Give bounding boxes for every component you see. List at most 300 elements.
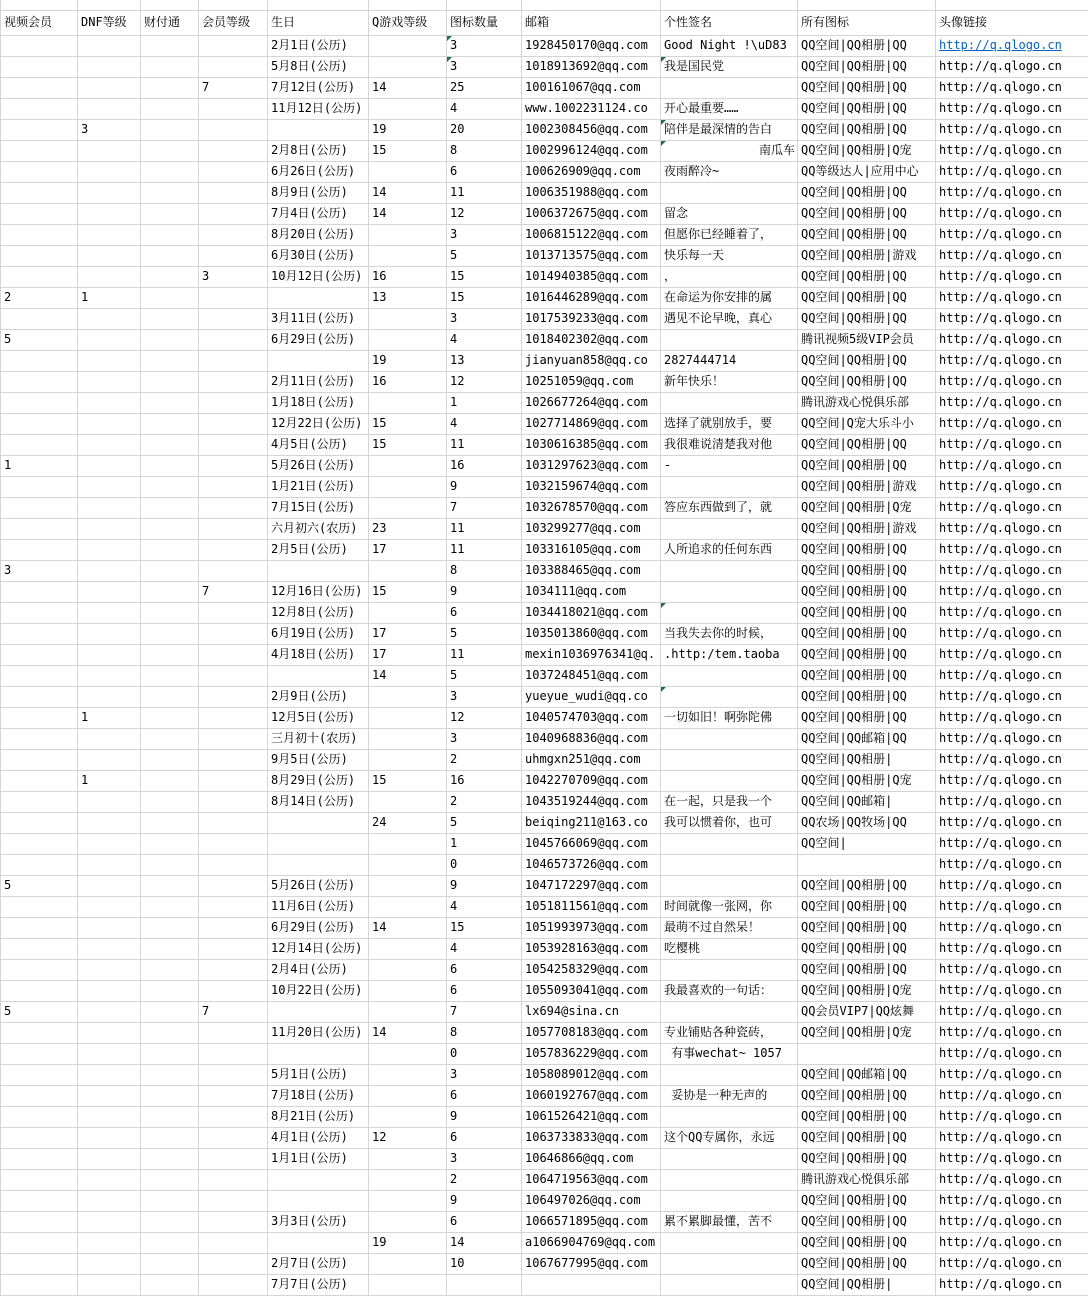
cell-qgame-level[interactable]	[369, 939, 447, 959]
cell-icons[interactable]	[798, 183, 936, 203]
cell-birthday[interactable]	[268, 330, 369, 350]
cell-signature[interactable]	[661, 120, 798, 140]
cell-email[interactable]	[522, 309, 661, 329]
cell-tenpay[interactable]	[141, 78, 199, 98]
cell-signature[interactable]	[661, 1149, 798, 1169]
cell-icon-count[interactable]	[447, 435, 522, 455]
cell-avatar-link[interactable]	[936, 582, 1088, 602]
cell-avatar-link[interactable]	[936, 750, 1088, 770]
cell-birthday[interactable]	[268, 456, 369, 476]
cell-birthday[interactable]	[268, 57, 369, 77]
cell-dnf-level[interactable]	[78, 792, 141, 812]
cell-icon-count[interactable]	[447, 1044, 522, 1064]
cell-signature[interactable]	[661, 351, 798, 371]
cell-birthday[interactable]	[268, 1191, 369, 1211]
cell-icons[interactable]	[798, 78, 936, 98]
cell-tenpay[interactable]	[141, 561, 199, 581]
cell-icon-count[interactable]	[447, 36, 522, 56]
cell-icons[interactable]	[798, 225, 936, 245]
cell-qgame-level[interactable]	[369, 729, 447, 749]
cell-email[interactable]	[522, 498, 661, 518]
cell-dnf-level[interactable]	[78, 876, 141, 896]
cell-tenpay[interactable]	[141, 603, 199, 623]
cell-signature[interactable]	[661, 1233, 798, 1253]
cell-video-vip[interactable]	[1, 918, 78, 938]
col-header-icon-count[interactable]: 图标数量	[447, 11, 522, 35]
cell-avatar-link[interactable]	[936, 162, 1088, 182]
cell-icons[interactable]	[798, 624, 936, 644]
cell-email[interactable]	[522, 204, 661, 224]
cell-email[interactable]	[522, 792, 661, 812]
cell-qgame-level[interactable]	[369, 1149, 447, 1169]
cell-icons[interactable]	[798, 540, 936, 560]
cell-vip-level[interactable]	[199, 414, 268, 434]
cell-icons[interactable]	[798, 351, 936, 371]
cell-vip-level[interactable]	[199, 477, 268, 497]
cell-qgame-level[interactable]	[369, 792, 447, 812]
cell-icon-count[interactable]	[447, 603, 522, 623]
cell-vip-level[interactable]	[199, 1233, 268, 1253]
cell-email[interactable]	[522, 771, 661, 791]
cell-birthday[interactable]	[268, 204, 369, 224]
cell-empty[interactable]	[268, 0, 369, 10]
cell-qgame-level[interactable]	[369, 855, 447, 875]
cell-video-vip[interactable]	[1, 666, 78, 686]
cell-dnf-level[interactable]	[78, 99, 141, 119]
cell-vip-level[interactable]	[199, 1023, 268, 1043]
col-header-birthday[interactable]: 生日	[268, 11, 369, 35]
cell-signature[interactable]	[661, 960, 798, 980]
cell-icons[interactable]	[798, 309, 936, 329]
cell-signature[interactable]	[661, 267, 798, 287]
cell-empty[interactable]	[141, 0, 199, 10]
cell-video-vip[interactable]	[1, 57, 78, 77]
cell-tenpay[interactable]	[141, 1044, 199, 1064]
cell-empty[interactable]	[199, 0, 268, 10]
cell-signature[interactable]	[661, 141, 798, 161]
cell-signature[interactable]	[661, 855, 798, 875]
cell-signature[interactable]	[661, 813, 798, 833]
cell-vip-level[interactable]	[199, 1044, 268, 1064]
cell-signature[interactable]	[661, 1086, 798, 1106]
cell-icon-count[interactable]	[447, 750, 522, 770]
cell-email[interactable]	[522, 1065, 661, 1085]
cell-icons[interactable]	[798, 120, 936, 140]
cell-dnf-level[interactable]	[78, 1191, 141, 1211]
cell-birthday[interactable]	[268, 1044, 369, 1064]
cell-vip-level[interactable]	[199, 855, 268, 875]
cell-video-vip[interactable]	[1, 435, 78, 455]
cell-vip-level[interactable]	[199, 267, 268, 287]
cell-video-vip[interactable]	[1, 729, 78, 749]
cell-email[interactable]	[522, 1212, 661, 1232]
cell-video-vip[interactable]	[1, 225, 78, 245]
cell-dnf-level[interactable]	[78, 498, 141, 518]
cell-avatar-link[interactable]	[936, 309, 1088, 329]
cell-video-vip[interactable]	[1, 36, 78, 56]
cell-qgame-level[interactable]	[369, 813, 447, 833]
cell-dnf-level[interactable]	[78, 750, 141, 770]
cell-icons[interactable]	[798, 36, 936, 56]
cell-dnf-level[interactable]	[78, 1254, 141, 1274]
cell-tenpay[interactable]	[141, 36, 199, 56]
cell-icons[interactable]	[798, 498, 936, 518]
cell-vip-level[interactable]	[199, 1170, 268, 1190]
cell-tenpay[interactable]	[141, 120, 199, 140]
cell-tenpay[interactable]	[141, 225, 199, 245]
cell-video-vip[interactable]	[1, 834, 78, 854]
cell-vip-level[interactable]	[199, 120, 268, 140]
cell-birthday[interactable]	[268, 813, 369, 833]
cell-icons[interactable]	[798, 729, 936, 749]
cell-icon-count[interactable]	[447, 834, 522, 854]
cell-video-vip[interactable]	[1, 645, 78, 665]
cell-birthday[interactable]	[268, 1086, 369, 1106]
cell-icons[interactable]	[798, 1191, 936, 1211]
cell-email[interactable]	[522, 1128, 661, 1148]
cell-dnf-level[interactable]	[78, 708, 141, 728]
cell-vip-level[interactable]	[199, 750, 268, 770]
cell-vip-level[interactable]	[199, 1086, 268, 1106]
cell-video-vip[interactable]	[1, 267, 78, 287]
cell-email[interactable]	[522, 351, 661, 371]
cell-video-vip[interactable]	[1, 708, 78, 728]
cell-email[interactable]	[522, 855, 661, 875]
cell-icons[interactable]	[798, 771, 936, 791]
cell-email[interactable]	[522, 120, 661, 140]
cell-birthday[interactable]	[268, 1149, 369, 1169]
cell-avatar-link[interactable]	[936, 876, 1088, 896]
cell-qgame-level[interactable]	[369, 1107, 447, 1127]
cell-signature[interactable]	[661, 414, 798, 434]
cell-vip-level[interactable]	[199, 645, 268, 665]
cell-vip-level[interactable]	[199, 99, 268, 119]
cell-qgame-level[interactable]	[369, 771, 447, 791]
cell-signature[interactable]	[661, 1065, 798, 1085]
cell-birthday[interactable]	[268, 393, 369, 413]
cell-dnf-level[interactable]	[78, 1065, 141, 1085]
cell-qgame-level[interactable]	[369, 225, 447, 245]
cell-qgame-level[interactable]	[369, 1275, 447, 1295]
cell-email[interactable]	[522, 78, 661, 98]
cell-dnf-level[interactable]	[78, 603, 141, 623]
cell-tenpay[interactable]	[141, 981, 199, 1001]
col-header-video-vip[interactable]: 视频会员	[1, 11, 78, 35]
cell-email[interactable]	[522, 414, 661, 434]
cell-birthday[interactable]	[268, 855, 369, 875]
cell-tenpay[interactable]	[141, 582, 199, 602]
cell-email[interactable]	[522, 36, 661, 56]
cell-email[interactable]	[522, 750, 661, 770]
cell-avatar-link[interactable]	[936, 1128, 1088, 1148]
cell-tenpay[interactable]	[141, 351, 199, 371]
cell-signature[interactable]	[661, 918, 798, 938]
cell-tenpay[interactable]	[141, 876, 199, 896]
cell-dnf-level[interactable]	[78, 1149, 141, 1169]
cell-icon-count[interactable]	[447, 267, 522, 287]
cell-icons[interactable]	[798, 372, 936, 392]
cell-birthday[interactable]	[268, 477, 369, 497]
cell-avatar-link[interactable]	[936, 498, 1088, 518]
cell-vip-level[interactable]	[199, 1002, 268, 1022]
cell-email[interactable]	[522, 1233, 661, 1253]
cell-qgame-level[interactable]	[369, 1044, 447, 1064]
cell-avatar-link[interactable]	[936, 561, 1088, 581]
cell-email[interactable]	[522, 981, 661, 1001]
cell-video-vip[interactable]	[1, 750, 78, 770]
cell-vip-level[interactable]	[199, 603, 268, 623]
cell-dnf-level[interactable]	[78, 36, 141, 56]
cell-signature[interactable]	[661, 309, 798, 329]
cell-avatar-link[interactable]	[936, 435, 1088, 455]
cell-dnf-level[interactable]	[78, 267, 141, 287]
cell-signature[interactable]	[661, 1044, 798, 1064]
cell-avatar-link[interactable]	[936, 456, 1088, 476]
cell-icons[interactable]	[798, 1254, 936, 1274]
cell-vip-level[interactable]	[199, 1275, 268, 1295]
cell-birthday[interactable]	[268, 162, 369, 182]
cell-dnf-level[interactable]	[78, 204, 141, 224]
cell-signature[interactable]	[661, 792, 798, 812]
cell-video-vip[interactable]	[1, 498, 78, 518]
cell-video-vip[interactable]	[1, 624, 78, 644]
cell-tenpay[interactable]	[141, 57, 199, 77]
cell-vip-level[interactable]	[199, 162, 268, 182]
cell-tenpay[interactable]	[141, 1107, 199, 1127]
cell-dnf-level[interactable]	[78, 624, 141, 644]
cell-icons[interactable]	[798, 750, 936, 770]
cell-video-vip[interactable]	[1, 960, 78, 980]
cell-qgame-level[interactable]	[369, 414, 447, 434]
cell-tenpay[interactable]	[141, 519, 199, 539]
cell-avatar-link[interactable]	[936, 78, 1088, 98]
cell-signature[interactable]	[661, 540, 798, 560]
cell-birthday[interactable]	[268, 918, 369, 938]
cell-icon-count[interactable]	[447, 666, 522, 686]
cell-qgame-level[interactable]	[369, 624, 447, 644]
cell-birthday[interactable]	[268, 960, 369, 980]
cell-email[interactable]	[522, 918, 661, 938]
cell-tenpay[interactable]	[141, 1065, 199, 1085]
cell-qgame-level[interactable]	[369, 582, 447, 602]
cell-avatar-link[interactable]	[936, 141, 1088, 161]
cell-icon-count[interactable]	[447, 624, 522, 644]
cell-icon-count[interactable]	[447, 855, 522, 875]
cell-avatar-link[interactable]	[936, 687, 1088, 707]
cell-tenpay[interactable]	[141, 1212, 199, 1232]
cell-vip-level[interactable]	[199, 708, 268, 728]
cell-email[interactable]	[522, 666, 661, 686]
cell-tenpay[interactable]	[141, 540, 199, 560]
cell-email[interactable]	[522, 582, 661, 602]
cell-qgame-level[interactable]	[369, 1233, 447, 1253]
cell-avatar-link[interactable]	[936, 288, 1088, 308]
cell-icons[interactable]	[798, 792, 936, 812]
cell-qgame-level[interactable]	[369, 687, 447, 707]
cell-birthday[interactable]	[268, 120, 369, 140]
cell-vip-level[interactable]	[199, 1191, 268, 1211]
cell-dnf-level[interactable]	[78, 771, 141, 791]
cell-qgame-level[interactable]	[369, 918, 447, 938]
cell-qgame-level[interactable]	[369, 1002, 447, 1022]
cell-empty[interactable]	[78, 0, 141, 10]
cell-qgame-level[interactable]	[369, 99, 447, 119]
cell-icons[interactable]	[798, 666, 936, 686]
col-header-icons[interactable]: 所有图标	[798, 11, 936, 35]
cell-icon-count[interactable]	[447, 246, 522, 266]
cell-vip-level[interactable]	[199, 78, 268, 98]
cell-vip-level[interactable]	[199, 540, 268, 560]
cell-vip-level[interactable]	[199, 57, 268, 77]
cell-signature[interactable]	[661, 498, 798, 518]
cell-signature[interactable]	[661, 981, 798, 1001]
cell-icon-count[interactable]	[447, 288, 522, 308]
cell-icons[interactable]	[798, 288, 936, 308]
cell-birthday[interactable]	[268, 1254, 369, 1274]
cell-icon-count[interactable]	[447, 1023, 522, 1043]
cell-dnf-level[interactable]	[78, 1275, 141, 1295]
cell-avatar-link[interactable]	[936, 99, 1088, 119]
cell-dnf-level[interactable]	[78, 1086, 141, 1106]
cell-avatar-link[interactable]	[936, 1065, 1088, 1085]
cell-video-vip[interactable]	[1, 162, 78, 182]
cell-icon-count[interactable]	[447, 1086, 522, 1106]
cell-tenpay[interactable]	[141, 1086, 199, 1106]
cell-dnf-level[interactable]	[78, 519, 141, 539]
cell-icons[interactable]	[798, 855, 936, 875]
cell-email[interactable]	[522, 183, 661, 203]
cell-vip-level[interactable]	[199, 813, 268, 833]
cell-tenpay[interactable]	[141, 771, 199, 791]
cell-signature[interactable]	[661, 771, 798, 791]
cell-qgame-level[interactable]	[369, 876, 447, 896]
cell-vip-level[interactable]	[199, 330, 268, 350]
cell-tenpay[interactable]	[141, 645, 199, 665]
cell-qgame-level[interactable]	[369, 540, 447, 560]
cell-vip-level[interactable]	[199, 225, 268, 245]
cell-video-vip[interactable]	[1, 876, 78, 896]
cell-birthday[interactable]	[268, 876, 369, 896]
cell-avatar-link[interactable]	[936, 1170, 1088, 1190]
cell-video-vip[interactable]	[1, 309, 78, 329]
cell-birthday[interactable]	[268, 1023, 369, 1043]
cell-email[interactable]	[522, 57, 661, 77]
cell-video-vip[interactable]	[1, 981, 78, 1001]
cell-video-vip[interactable]	[1, 1212, 78, 1232]
cell-icons[interactable]	[798, 1128, 936, 1148]
cell-tenpay[interactable]	[141, 918, 199, 938]
cell-dnf-level[interactable]	[78, 246, 141, 266]
cell-qgame-level[interactable]	[369, 456, 447, 476]
cell-tenpay[interactable]	[141, 267, 199, 287]
cell-icons[interactable]	[798, 1275, 936, 1295]
cell-icon-count[interactable]	[447, 645, 522, 665]
cell-tenpay[interactable]	[141, 477, 199, 497]
cell-email[interactable]	[522, 288, 661, 308]
cell-tenpay[interactable]	[141, 708, 199, 728]
cell-avatar-link[interactable]	[936, 183, 1088, 203]
cell-dnf-level[interactable]	[78, 393, 141, 413]
cell-dnf-level[interactable]	[78, 477, 141, 497]
col-header-vip-level[interactable]: 会员等级	[199, 11, 268, 35]
cell-icon-count[interactable]	[447, 393, 522, 413]
cell-vip-level[interactable]	[199, 204, 268, 224]
cell-signature[interactable]	[661, 750, 798, 770]
cell-dnf-level[interactable]	[78, 645, 141, 665]
cell-signature[interactable]	[661, 876, 798, 896]
cell-birthday[interactable]	[268, 309, 369, 329]
cell-icon-count[interactable]	[447, 981, 522, 1001]
cell-qgame-level[interactable]	[369, 960, 447, 980]
cell-icon-count[interactable]	[447, 330, 522, 350]
cell-dnf-level[interactable]	[78, 918, 141, 938]
cell-dnf-level[interactable]	[78, 372, 141, 392]
cell-dnf-level[interactable]	[78, 834, 141, 854]
cell-email[interactable]	[522, 225, 661, 245]
cell-qgame-level[interactable]	[369, 1128, 447, 1148]
cell-qgame-level[interactable]	[369, 162, 447, 182]
cell-avatar-link[interactable]	[936, 36, 1088, 56]
cell-vip-level[interactable]	[199, 666, 268, 686]
cell-vip-level[interactable]	[199, 918, 268, 938]
cell-video-vip[interactable]	[1, 204, 78, 224]
cell-icon-count[interactable]	[447, 1191, 522, 1211]
cell-birthday[interactable]	[268, 267, 369, 287]
cell-video-vip[interactable]	[1, 687, 78, 707]
cell-avatar-link[interactable]	[936, 1233, 1088, 1253]
cell-icons[interactable]	[798, 477, 936, 497]
cell-avatar-link[interactable]	[936, 771, 1088, 791]
cell-signature[interactable]	[661, 582, 798, 602]
cell-qgame-level[interactable]	[369, 1086, 447, 1106]
cell-icon-count[interactable]	[447, 918, 522, 938]
cell-qgame-level[interactable]	[369, 141, 447, 161]
cell-video-vip[interactable]	[1, 519, 78, 539]
cell-icon-count[interactable]	[447, 120, 522, 140]
cell-qgame-level[interactable]	[369, 372, 447, 392]
cell-email[interactable]	[522, 1275, 661, 1295]
cell-email[interactable]	[522, 99, 661, 119]
cell-icons[interactable]	[798, 267, 936, 287]
cell-tenpay[interactable]	[141, 456, 199, 476]
cell-vip-level[interactable]	[199, 792, 268, 812]
cell-video-vip[interactable]	[1, 771, 78, 791]
cell-email[interactable]	[522, 708, 661, 728]
cell-icon-count[interactable]	[447, 519, 522, 539]
cell-dnf-level[interactable]	[78, 120, 141, 140]
cell-empty[interactable]	[522, 0, 661, 10]
cell-signature[interactable]	[661, 57, 798, 77]
cell-vip-level[interactable]	[199, 519, 268, 539]
cell-birthday[interactable]	[268, 141, 369, 161]
cell-birthday[interactable]	[268, 1002, 369, 1022]
cell-icon-count[interactable]	[447, 771, 522, 791]
cell-video-vip[interactable]	[1, 78, 78, 98]
cell-icon-count[interactable]	[447, 78, 522, 98]
col-header-email[interactable]: 邮箱	[522, 11, 661, 35]
cell-email[interactable]	[522, 624, 661, 644]
cell-icons[interactable]	[798, 1086, 936, 1106]
cell-tenpay[interactable]	[141, 393, 199, 413]
cell-email[interactable]	[522, 1002, 661, 1022]
cell-video-vip[interactable]	[1, 540, 78, 560]
cell-icons[interactable]	[798, 561, 936, 581]
cell-icons[interactable]	[798, 981, 936, 1001]
cell-signature[interactable]	[661, 1002, 798, 1022]
cell-tenpay[interactable]	[141, 834, 199, 854]
cell-avatar-link[interactable]	[936, 225, 1088, 245]
cell-qgame-level[interactable]	[369, 666, 447, 686]
